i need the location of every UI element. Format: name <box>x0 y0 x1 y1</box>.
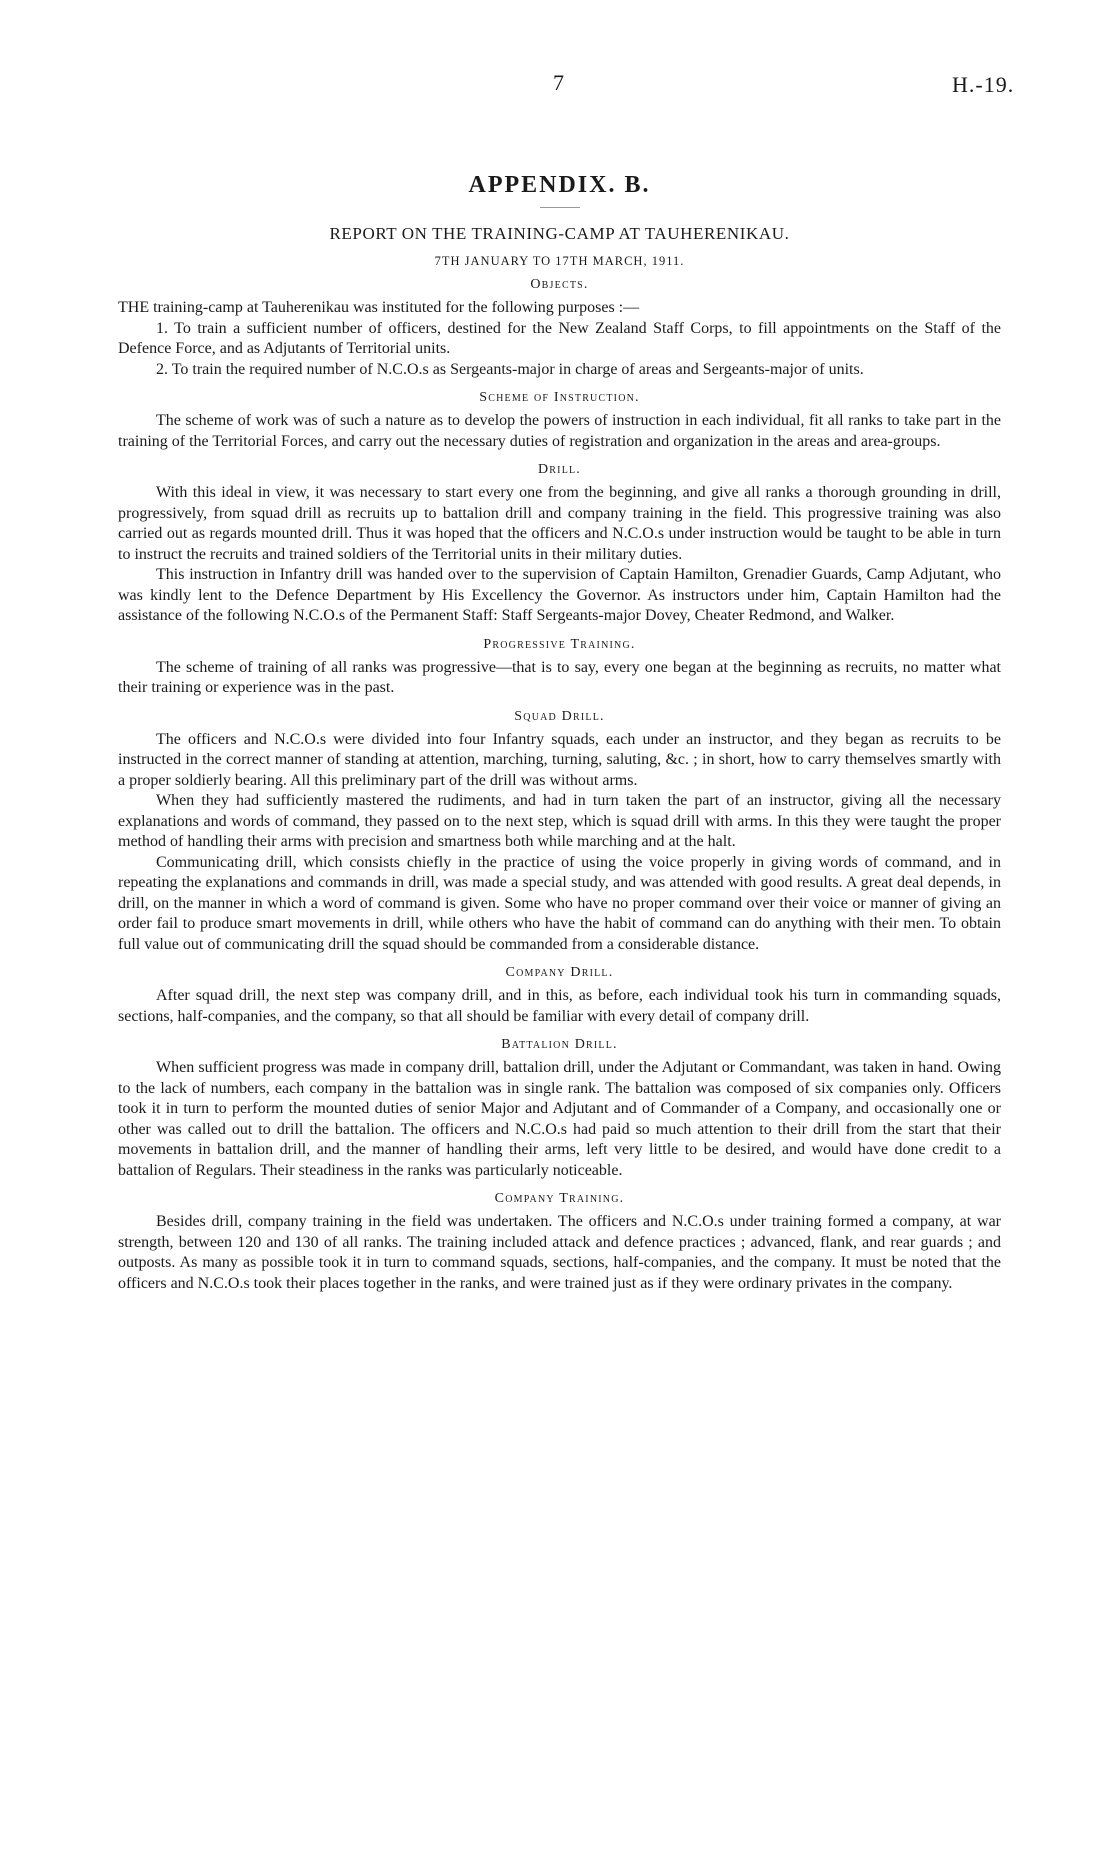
paragraph: The officers and N.C.O.s were divided into four Infantry squads, each under an instructor, and they began as recruits to be instructed in the correct manner of standing at attention, marching, turning, saluting, &c. ; in short, how to carry themselves smartly with a proper soldierly bearing. All this preliminary part of the drill was without arms. <box>118 730 1001 789</box>
section-heading: Objects. <box>530 277 589 292</box>
section-heading: Company Training. <box>494 1191 625 1206</box>
appendix-title: APPENDIX. B. <box>468 172 651 198</box>
section-heading: Battalion Drill. <box>501 1037 618 1052</box>
document-reference: H.-19. <box>952 72 1015 97</box>
paragraph: When sufficient progress was made in company drill, battalion drill, under the Adjutant or Commandant, was taken in hand. Owing to the lack of numbers, each company in the battalion was in single rank. The battalion was composed of six companies only. Officers took it in turn to perform the mounted duties of senior Major and Adjutant and of Commander of a Company, and occasionally one or other was called out to drill the battalion. The officers and N.C.O.s had paid so much attention to their drill from the start that their movements in battalion drill, and the manner of handling their arms, left very little to be desired, and would have done credit to a battalion of Regulars. Their steadiness in the ranks was particularly noticeable. <box>118 1059 1001 1179</box>
paragraph: Communicating drill, which consists chiefly in the practice of using the voice properly in giving words of command, and in repeating the explanations and commands in drill, was made a special study, and was attended with good results. A great deal depends, in drill, on the manner in which a word of command is given. Some who have no proper command over their voice or manner of giving an order fail to produce smart movements in drill, while others who have the habit of command can do anything with their men. To obtain full value out of communicating drill the squad should be commanded from a considerable distance. <box>118 853 1001 953</box>
section-heading: Squad Drill. <box>514 708 605 724</box>
section-heading: Company Drill. <box>505 965 614 980</box>
paragraph: When they had sufficiently mastered the rudiments, and had in turn taken the part of an instructor, giving all the necessary explanations and words of command, they passed on to the next step, which is squad drill with arms. In this they were taught the proper method of handling their arms with precision and smartness both while marching and at the halt. <box>118 792 1001 850</box>
paragraph: THE training-camp at Tauherenikau was instituted for the following purposes :— <box>118 299 640 316</box>
paragraph: After squad drill, the next step was company drill, and in this, as before, each individual took his turn in commanding squads, sections, half-companies, and the company, so that all should be familiar with every detail of company drill. <box>118 987 1001 1025</box>
paragraph: The scheme of work was of such a nature as to develop the powers of instruction in each individual, fit all ranks to take part in the training of the Territorial Forces, and carry out the necessary duties of registration and organization in the areas and area-groups. <box>118 412 1001 450</box>
section-heading: Scheme of Instruction. <box>479 390 640 405</box>
paragraph: This instruction in Infantry drill was handed over to the supervision of Captain Hamilton, Grenadier Guards, Camp Adjutant, who was kindly lent to the Defence Department by His Excellency the Governor. As instructors under him, Captain Hamilton had the assistance of the following N.C.O.s of the Permanent Staff: Staff Sergeants-major Dovey, Cheater Redmond, and Walker. <box>118 566 1001 624</box>
section-heading: Progressive Training. <box>483 636 636 652</box>
paragraph: 2. To train the required number of N.C.O.s as Sergeants-major in charge of areas and Sergeants-major of units. <box>156 360 864 378</box>
paragraph: Besides drill, company training in the field was undertaken. The officers and N.C.O.s under training formed a company, at war strength, between 120 and 130 of all ranks. The training included attack and defence practices ; advanced, flank, and rear guards ; and outposts. As many as possible took it in turn to command squads, sections, half-companies, and the company. It must be noted that the officers and N.C.O.s took their places together in the ranks, and were trained just as if they were ordinary privates in the company. <box>118 1213 1001 1292</box>
report-title: REPORT ON THE TRAINING-CAMP AT TAUHERENIKAU. <box>329 224 790 243</box>
page-number: 7 <box>553 70 564 95</box>
paragraph: 1. To train a sufficient number of officers, destined for the New Zealand Staff Corps, to fill appointments on the Staff of the Defence Force, and as Adjutants of Territorial units. <box>118 319 1001 357</box>
paragraph: With this ideal in view, it was necessary to start every one from the beginning, and give all ranks a thorough grounding in drill, progressively, from squad drill as recruits up to battalion drill and company training in the field. This progressive training was also carried out as regards mounted drill. Thus it was hoped that the officers and N.C.O.s under instruction would be taught to be able in turn to instruct the recruits and trained soldiers of the Territorial units in their military duties. <box>118 484 1001 563</box>
title-rule <box>540 207 580 208</box>
paragraph: The scheme of training of all ranks was progressive—that is to say, every one began at the beginning as recruits, no matter what their training or experience was in the past. <box>118 658 1001 696</box>
report-dates: 7TH JANUARY TO 17TH MARCH, 1911. <box>434 254 685 268</box>
document-body <box>118 172 1001 1294</box>
section-heading: Drill. <box>537 462 582 477</box>
